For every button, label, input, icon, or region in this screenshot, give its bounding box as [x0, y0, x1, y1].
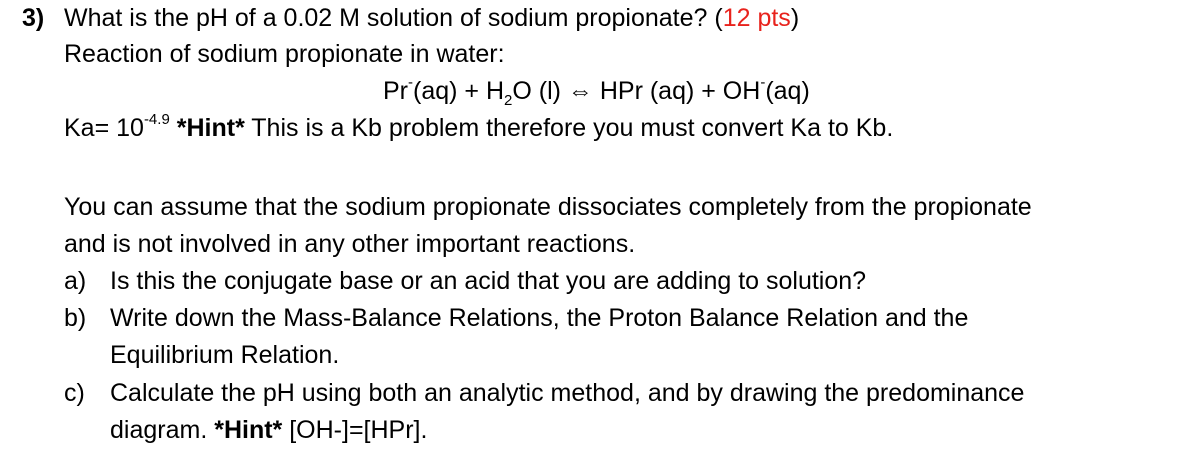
- part-c-hint-label: *Hint*: [214, 416, 283, 444]
- part-c-label: c): [64, 379, 85, 407]
- assumption-line-1: You can assume that the sodium propionate dissociates completely from the propionate: [64, 193, 1032, 221]
- ka-line: [64, 110, 893, 146]
- ka-prefix: Ka= 10: [64, 114, 144, 142]
- part-b-text-line-1: Write down the Mass-Balance Relations, the Proton Balance Relation and the: [110, 304, 969, 332]
- equation-pr-charge: -: [408, 73, 413, 91]
- question-title: [64, 0, 799, 36]
- equation-oh-charge: -: [760, 73, 766, 91]
- part-c-text-line-2-start: diagram.: [110, 416, 215, 444]
- part-a-text: Is this the conjugate base or an acid that you are adding to solution?: [110, 267, 867, 295]
- part-c-hint-text: [OH-]=[HPr].: [282, 416, 428, 444]
- part-b-label: b): [64, 304, 87, 332]
- question-title-close: ): [790, 4, 800, 32]
- equation-oh-state: (aq): [765, 77, 810, 105]
- part-b-text-line-2: Equilibrium Relation.: [110, 341, 340, 369]
- equation-products: HPr (aq) + OH: [592, 77, 761, 105]
- reaction-equation: [383, 73, 810, 109]
- assumption-line-2: and is not involved in any other important reactions.: [64, 230, 636, 258]
- ka-hint-text: This is a Kb problem therefore you must convert Ka to Kb.: [244, 114, 894, 142]
- points-label: 12 pts: [722, 4, 791, 32]
- part-c-text-line-1: Calculate the pH using both an analytic method, and by drawing the predominance: [110, 379, 1025, 407]
- part-c-text-line-2: [110, 412, 427, 448]
- ka-exponent: -4.9: [143, 110, 170, 128]
- part-a-label: a): [64, 267, 87, 295]
- ka-hint-label: *Hint*: [169, 114, 245, 142]
- question-title-text: What is the pH of a 0.02 M solution of sodium propionate? (: [64, 4, 723, 32]
- equation-pr-state: (aq) + H: [413, 77, 505, 105]
- question-number: 3): [22, 4, 45, 32]
- reaction-intro: Reaction of sodium propionate in water:: [64, 40, 505, 68]
- equation-pr: Pr: [383, 77, 408, 105]
- equilibrium-arrow-icon: ⇔: [567, 77, 593, 105]
- equation-h2o-rest: O (l): [512, 77, 568, 105]
- equation-h2o-subscript: 2: [504, 92, 513, 109]
